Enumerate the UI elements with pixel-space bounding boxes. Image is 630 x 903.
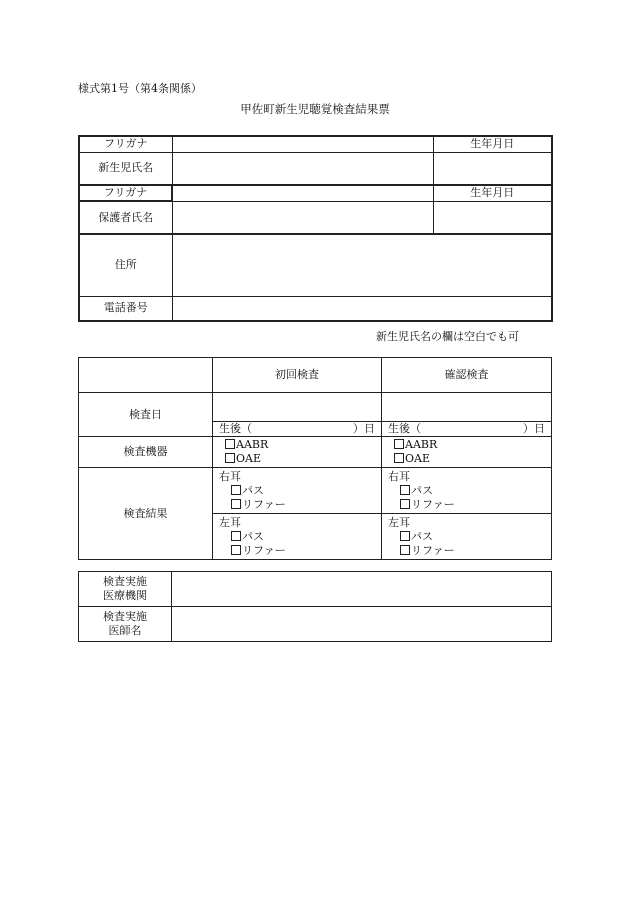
left-ear-label: 左耳	[219, 515, 241, 529]
page-title: 甲佐町新生児聴覚検査結果票	[240, 102, 390, 116]
right-ear-label: 右耳	[388, 469, 410, 483]
checkbox-icon	[400, 531, 410, 541]
facility-table	[78, 571, 552, 642]
guardian-furigana-field[interactable]	[172, 185, 433, 201]
confirm-device-cell	[382, 437, 552, 468]
refer-checkbox[interactable]: リファー	[388, 544, 551, 558]
exam-date-label: 検査日	[79, 393, 213, 437]
checkbox-icon	[400, 545, 410, 555]
age-suffix: ）日	[353, 422, 375, 435]
exam-table	[78, 357, 552, 560]
checkbox-icon	[225, 453, 235, 463]
refer-checkbox[interactable]: リファー	[219, 498, 381, 512]
confirm-age-field[interactable]	[382, 422, 552, 437]
form-number: 様式第1号（第4条関係）	[78, 82, 202, 95]
age-suffix: ）日	[523, 422, 545, 435]
confirm-exam-header: 確認検査	[382, 358, 552, 393]
checkbox-icon	[394, 453, 404, 463]
doctor-field[interactable]	[172, 607, 552, 642]
phone-field[interactable]	[172, 296, 552, 321]
left-ear-label: 左耳	[388, 515, 410, 529]
confirm-exam-date-field[interactable]	[382, 393, 552, 422]
furigana-label: フリガナ	[79, 136, 172, 152]
pass-checkbox[interactable]: パス	[219, 484, 381, 498]
pass-checkbox[interactable]: パス	[219, 530, 381, 544]
address-label: 住所	[79, 234, 172, 296]
checkbox-icon	[231, 499, 241, 509]
first-device-cell	[213, 437, 382, 468]
right-ear-label: 右耳	[219, 469, 241, 483]
first-age-field[interactable]	[213, 422, 382, 437]
checkbox-icon	[231, 545, 241, 555]
exam-corner-cell	[79, 358, 213, 393]
result-label: 検査結果	[79, 468, 213, 560]
device-label: 検査機器	[79, 437, 213, 468]
personal-info-table	[78, 135, 553, 322]
institution-label: 検査実施 医療機関	[79, 572, 172, 607]
confirm-left-ear-cell	[382, 514, 552, 560]
age-prefix: 生後（	[219, 422, 252, 435]
guardian-name-field[interactable]	[172, 201, 433, 234]
aabr-checkbox[interactable]: AABR	[225, 438, 381, 452]
pass-checkbox[interactable]: パス	[388, 530, 551, 544]
age-prefix: 生後（	[388, 422, 421, 435]
pass-checkbox[interactable]: パス	[388, 484, 551, 498]
oae-checkbox[interactable]: OAE	[225, 452, 381, 466]
refer-checkbox[interactable]: リファー	[388, 498, 551, 512]
aabr-checkbox[interactable]: AABR	[394, 438, 551, 452]
refer-checkbox[interactable]: リファー	[219, 544, 381, 558]
newborn-birthdate-field[interactable]	[433, 152, 552, 185]
first-left-ear-cell	[213, 514, 382, 560]
institution-field[interactable]	[172, 572, 552, 607]
first-exam-date-field[interactable]	[213, 393, 382, 422]
guardian-name-label: 保護者氏名	[79, 201, 172, 234]
confirm-right-ear-cell	[382, 468, 552, 514]
first-right-ear-cell	[213, 468, 382, 514]
checkbox-icon	[231, 531, 241, 541]
checkbox-icon	[394, 439, 404, 449]
doctor-label: 検査実施 医師名	[79, 607, 172, 642]
newborn-name-field[interactable]	[172, 152, 433, 185]
furigana-field[interactable]	[172, 136, 433, 152]
checkbox-icon	[400, 485, 410, 495]
newborn-name-label: 新生児氏名	[79, 152, 172, 185]
guardian-birthdate-field[interactable]	[433, 201, 552, 234]
blank-name-note: 新生児氏名の欄は空白でも可	[376, 330, 519, 343]
guardian-birthdate-label: 生年月日	[433, 185, 552, 201]
address-field[interactable]	[172, 234, 552, 296]
oae-checkbox[interactable]: OAE	[394, 452, 551, 466]
checkbox-icon	[400, 499, 410, 509]
phone-label: 電話番号	[79, 296, 172, 321]
checkbox-icon	[225, 439, 235, 449]
first-exam-header: 初回検査	[213, 358, 382, 393]
birthdate-label: 生年月日	[433, 136, 552, 152]
checkbox-icon	[231, 485, 241, 495]
guardian-furigana-label: フリガナ	[79, 185, 172, 201]
